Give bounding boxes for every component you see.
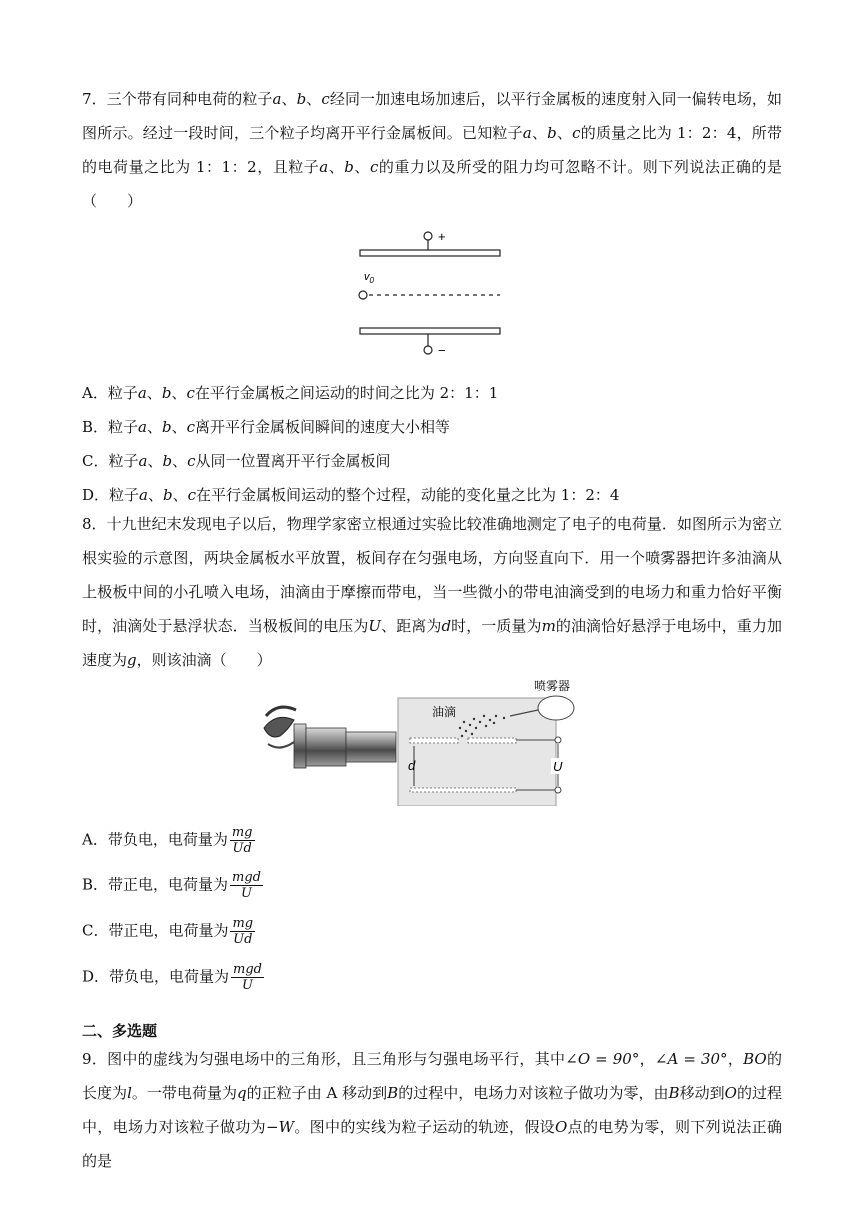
sep: ， [727, 1050, 744, 1068]
q7-option-b [82, 417, 450, 437]
fraction [230, 825, 255, 856]
option-label: D．粒子 [82, 486, 140, 504]
millikan-apparatus-figure [258, 676, 598, 806]
var-b: b [296, 90, 307, 108]
var-b: b [344, 158, 354, 176]
q8-text-1: 十九世纪末发现电子以后，物理学家密立根通过实验比较准确地测定了电子的电荷量．如图所示为密立根实验的示意图，两块金属板水平放置，板间存在匀强电场，方向竖直向下．用一个喷雾器把许多油滴从上极板中间的小孔喷入电场，油滴由于摩擦而带电，当一些微小的带电油滴受到的电场力和重力恰好平衡时，油滴处于悬浮状态．当极板间的电压为 [82, 515, 783, 635]
eyepiece [294, 724, 306, 768]
numerator: mg [232, 916, 254, 931]
d-label: d [408, 758, 416, 773]
angle-A: ∠A = 30° [654, 1050, 728, 1068]
sprayer-bulb [538, 696, 574, 720]
var-a: a [139, 486, 148, 504]
var-b: b [163, 486, 173, 504]
sep: 、 [556, 124, 573, 142]
var-c: c [572, 124, 581, 142]
sprayer-label: 喷雾器 [534, 679, 571, 693]
var-b: b [162, 452, 173, 470]
q9-text-10: 。图中的实线为粒子运动的轨迹，假设 [294, 1118, 555, 1136]
upper-plate-right [468, 738, 516, 743]
var-g: g [127, 651, 137, 669]
q9-text-4: 的长度为 [82, 1050, 782, 1102]
oil-drop-label: 油滴 [432, 705, 457, 719]
var-a: a [138, 418, 147, 436]
q8-text-3: 时，一质量为 [451, 617, 542, 635]
q9-text-11: 点的电势为零，则下列说法正确的是 [82, 1118, 782, 1170]
var-a: a [522, 124, 532, 142]
var-W: −W [266, 1118, 294, 1136]
q8-text-5: ，则该油滴（ ） [136, 651, 272, 669]
q7-number: 7． [82, 90, 107, 108]
entry-point [359, 291, 367, 299]
q8-number: 8． [82, 515, 107, 533]
terminal-top [555, 737, 561, 743]
var-b: b [161, 384, 172, 402]
q8-text-2: 、距离为 [381, 617, 442, 635]
q7-text-2: 经同一加速电场加速后，以平行金属板的速度射入同一偏转电场，如图所示。经过一段时间，三个粒子均离开平行金属板间。已知粒子 [82, 90, 782, 142]
option-text: 在平行金属板之间运动的时间之比为 2：1：1 [194, 384, 499, 402]
sep: 、 [172, 486, 188, 504]
point-O: O [555, 1118, 568, 1136]
q9-text-7: 的过程中，电场力对该粒子做功为零，由 [398, 1084, 669, 1102]
sep: 、 [146, 418, 162, 436]
point-B: B [668, 1084, 680, 1102]
lower-plate [410, 788, 516, 792]
v0-label: $v_0$ [364, 271, 374, 285]
sep: 、 [171, 384, 187, 402]
point-B: B [387, 1084, 399, 1102]
sep: 、 [146, 384, 162, 402]
option-label: C．粒子 [82, 452, 139, 470]
q8-stem [82, 507, 782, 677]
q8-option-b [82, 870, 263, 901]
sep: 、 [172, 452, 188, 470]
q9-text-1: 图中的虚线为匀强电场中的三角形，且三角形与匀强电场平行，其中 [107, 1050, 566, 1068]
var-c: c [187, 486, 197, 504]
option-text: B．带正电，电荷量为 [82, 875, 229, 894]
option-text: C．带正电，电荷量为 [82, 921, 229, 940]
q8-option-d [82, 962, 264, 993]
option-text: A．带负电，电荷量为 [82, 830, 228, 849]
sep: 、 [281, 90, 297, 108]
sep: 、 [306, 90, 322, 108]
var-a: a [138, 452, 148, 470]
top-terminal [424, 232, 432, 240]
q7-text-3: 的质量之比为 1：2：4，所带的电荷量之比为 1：1：2，且粒子 [82, 124, 782, 176]
eye-icon [264, 707, 296, 747]
option-text: 离开平行金属板间瞬间的速度大小相等 [195, 418, 451, 436]
numerator: mg [231, 825, 253, 840]
q9-text-5: 。一带电荷量为 [131, 1084, 238, 1102]
section-title: 二、多选题 [82, 1022, 158, 1040]
sep: 、 [353, 158, 370, 176]
q7-stem [82, 82, 782, 218]
var-b: b [162, 418, 172, 436]
var-c: c [369, 158, 379, 176]
point-O: O [724, 1084, 737, 1102]
bottom-terminal [424, 346, 432, 354]
sep: 、 [531, 124, 548, 142]
var-b: b [547, 124, 557, 142]
top-plate [360, 250, 500, 256]
var-m: m [541, 617, 556, 635]
q7-text-4: 的重力以及所受的阻力均可忽略不计。则下列说法正确的是（ ） [82, 158, 782, 210]
parallel-plates-figure [350, 228, 520, 358]
var-c: c [186, 418, 196, 436]
option-text: 从同一位置离开平行金属板间 [195, 452, 391, 470]
q9-text-6: 的正粒子由 A 移动到 [246, 1084, 388, 1102]
q7-option-d [82, 485, 619, 505]
q9-number: 9． [82, 1050, 108, 1068]
denominator: Ud [232, 841, 252, 856]
U-label: U [553, 759, 563, 774]
minus-sign: − [438, 343, 446, 358]
var-q: q [237, 1084, 247, 1102]
upper-plate-left [410, 738, 458, 743]
var-c: c [321, 90, 330, 108]
q7-option-c [82, 451, 391, 471]
fraction [231, 962, 264, 993]
q7-option-a [82, 383, 498, 403]
var-d: d [441, 617, 452, 635]
q9-text-9: 的过程中，电场力对该粒子做功为 [82, 1084, 782, 1136]
fraction [230, 916, 255, 947]
option-label: A．粒子 [82, 384, 138, 402]
segment-BO: BO [743, 1050, 767, 1068]
plus-sign: + [438, 229, 446, 244]
fraction [230, 870, 263, 901]
numerator: mgd [232, 870, 262, 885]
var-l: l [127, 1084, 132, 1102]
var-c: c [187, 452, 196, 470]
microscope-body [346, 732, 396, 762]
terminal-bottom [555, 787, 561, 793]
q8-option-c [82, 916, 255, 947]
option-text: D．带负电，电荷量为 [82, 967, 230, 986]
q7-text-1: 三个带有同种电荷的粒子 [106, 90, 273, 108]
option-label: B．粒子 [82, 418, 139, 436]
sep: 、 [147, 486, 163, 504]
q9-text-8: 移动到 [679, 1084, 725, 1102]
q8-text-4: 的油滴恰好悬浮于电场中，重力加速度为 [82, 617, 782, 669]
sep: 、 [328, 158, 345, 176]
var-a: a [137, 384, 147, 402]
option-text: 在平行金属板间运动的整个过程，动能的变化量之比为 1：2：4 [196, 486, 620, 504]
sep: ， [639, 1050, 655, 1068]
var-c: c [186, 384, 195, 402]
angle-O: ∠O = 90° [565, 1050, 640, 1068]
q8-option-a [82, 825, 255, 856]
bottom-plate [360, 328, 500, 334]
q9-stem [82, 1042, 782, 1178]
microscope-tube [306, 728, 346, 766]
denominator: U [242, 978, 253, 993]
var-a: a [319, 158, 329, 176]
denominator: U [241, 886, 252, 901]
var-U: U [368, 617, 382, 635]
sep: 、 [147, 452, 163, 470]
numerator: mgd [233, 962, 263, 977]
var-a: a [272, 90, 282, 108]
denominator: Ud [233, 932, 253, 947]
sep: 、 [171, 418, 187, 436]
